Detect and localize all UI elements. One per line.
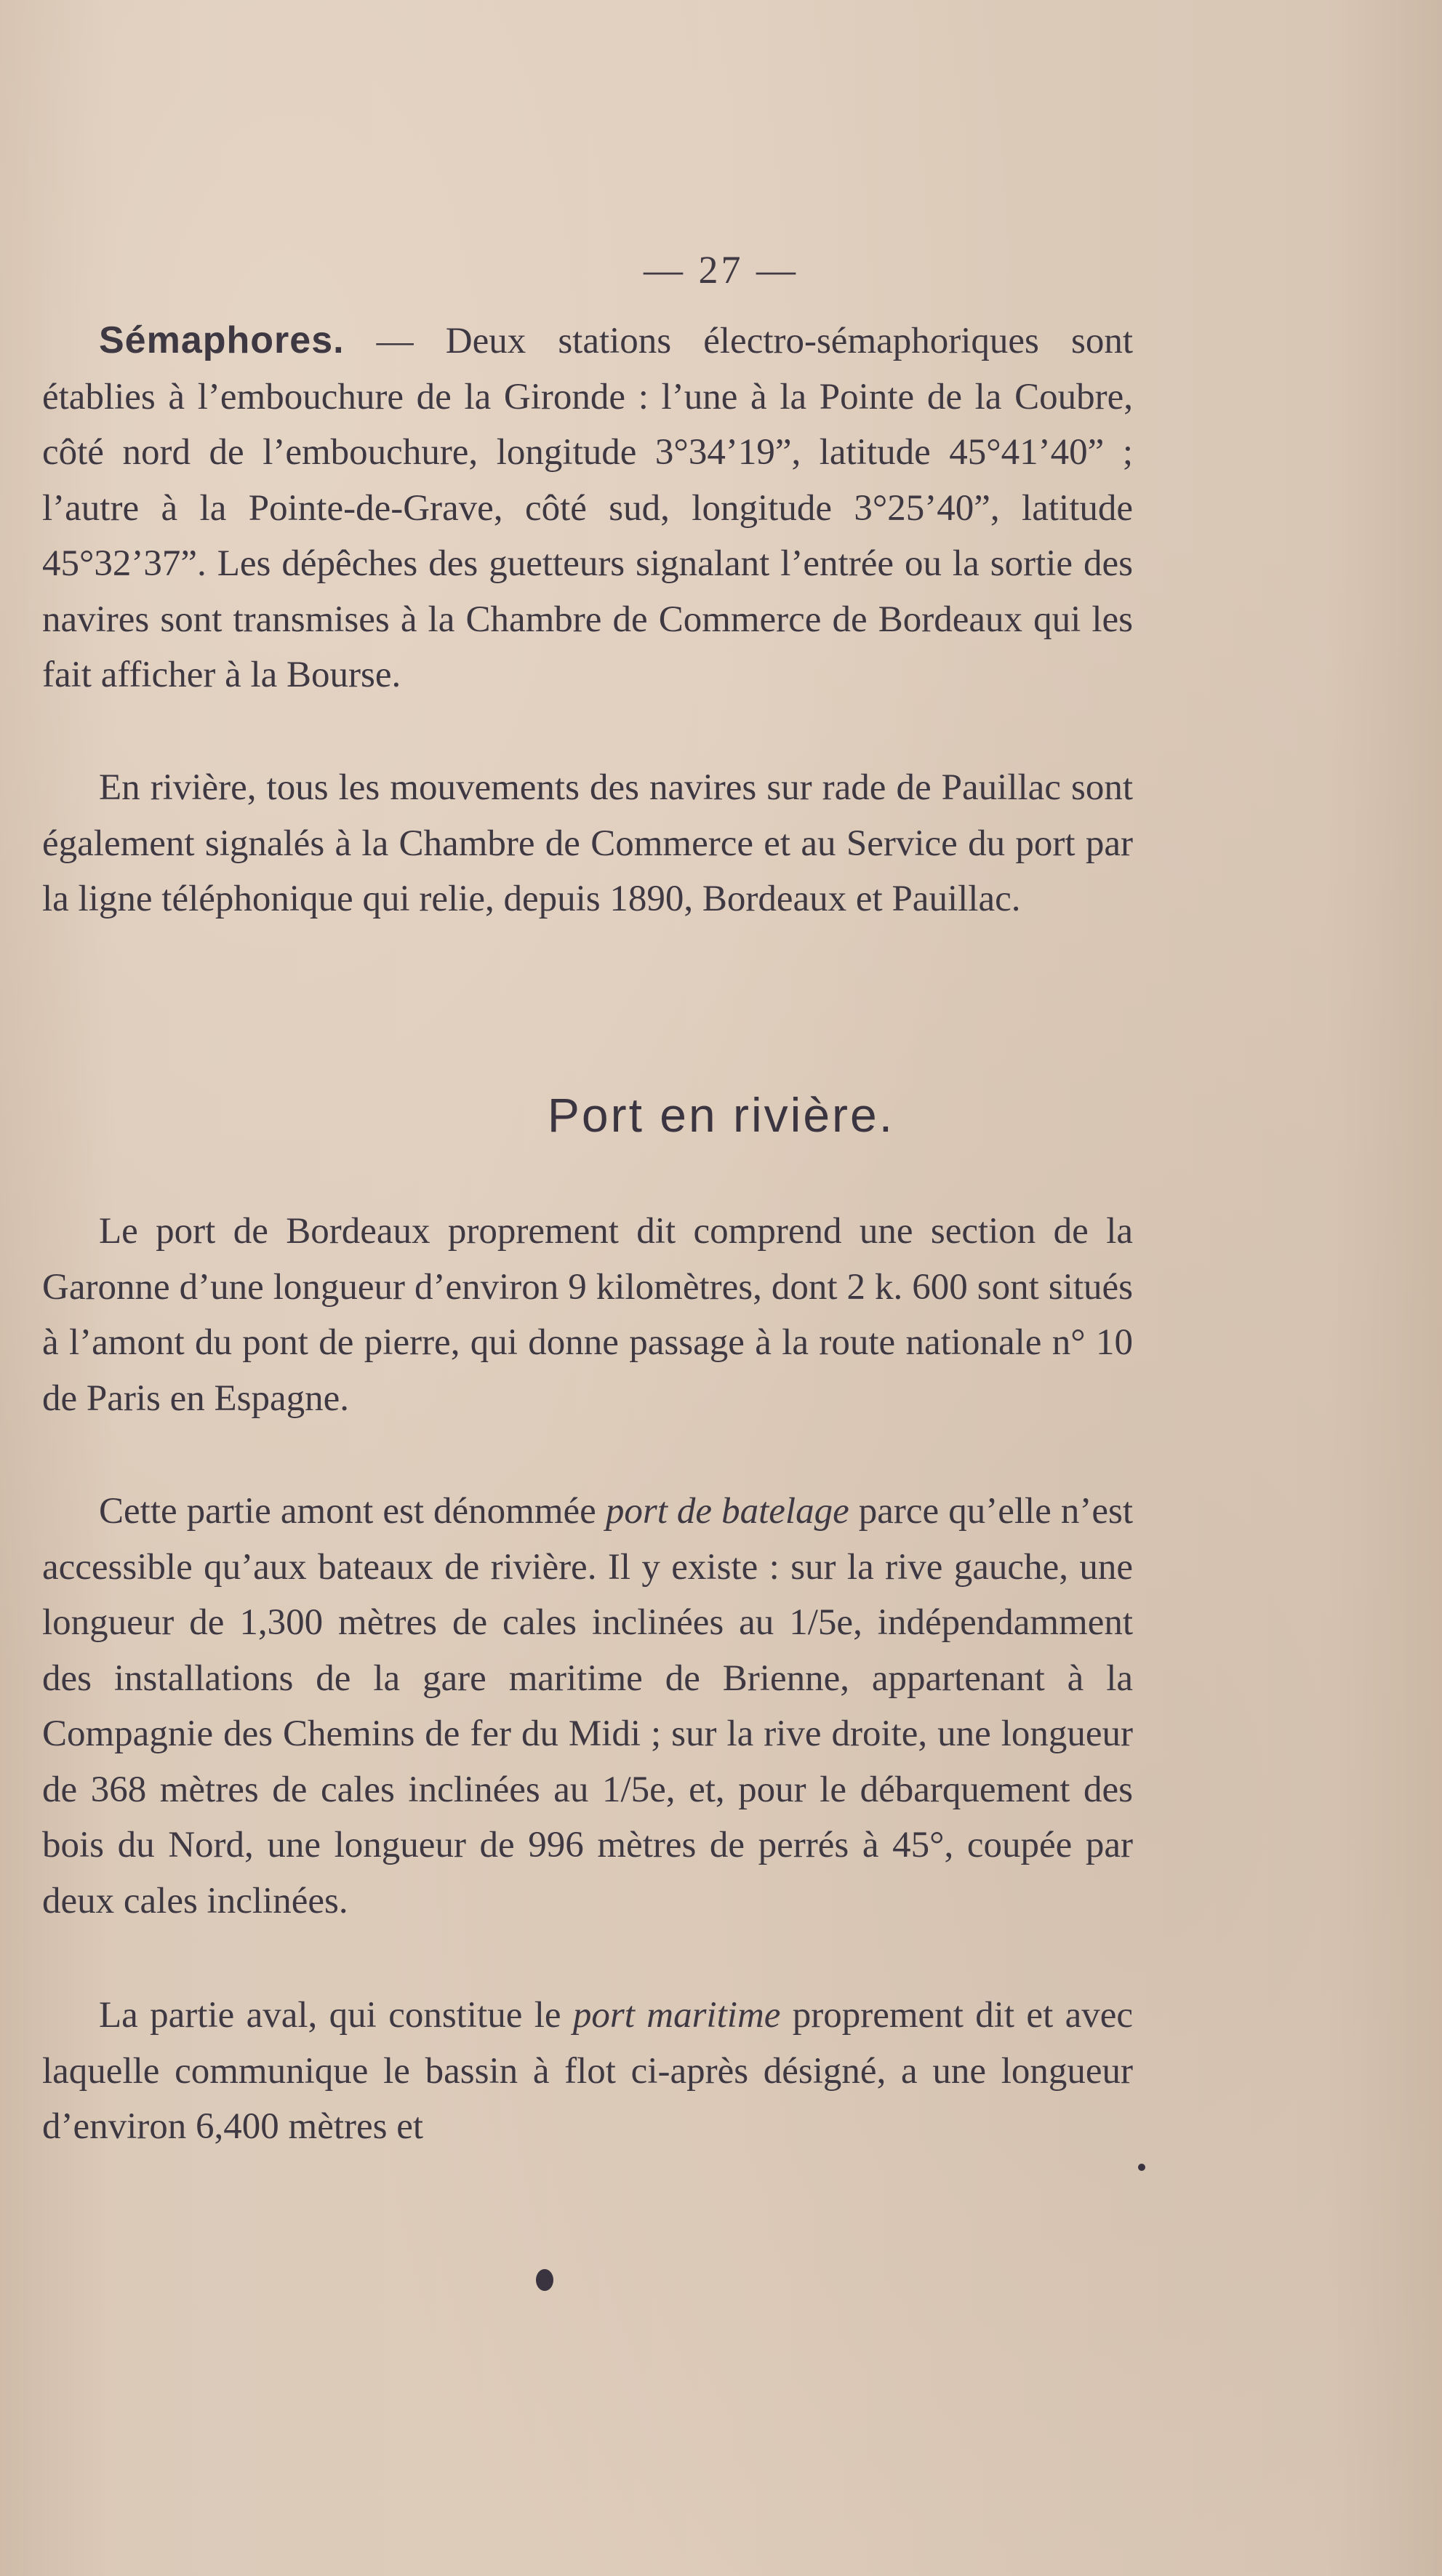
page-number: — 27 — [644, 248, 798, 292]
aval-text-before: La partie aval, qui constitue le [99, 1995, 573, 2036]
batelage-paragraph [42, 1484, 1133, 1929]
semaphores-lead: Sémaphores. [99, 319, 345, 361]
section-heading: Port en rivière. [547, 1088, 895, 1142]
batelage-text-after: parce qu’elle n’est accessible qu’aux bateaux de rivière. Il y existe : sur la rive gauche, une longueur de 1,300 mètres de cales inclinées au 1/5e, indépendamment des installations de la gare maritime de Brienne, appartenant à la Compagnie des Chemins de fer du Midi ; sur la rive droite, une longueur de 368 mètres de cales inclinées au 1/5e, et, pour le débarquement des bois du Nord, une longueur de 996 mètres de perrés à 45°, coupée par deux cales inclinées. [42, 1491, 1134, 1921]
batelage-text-before: Cette partie amont est dénommée [99, 1491, 606, 1532]
aval-italic-term: port maritime [572, 1995, 781, 2036]
batelage-italic-term: port de batelage [605, 1491, 849, 1532]
aval-paragraph [42, 1988, 1133, 2155]
semaphores-paragraph [42, 313, 1133, 703]
ink-spot [536, 2269, 553, 2291]
riviere-paragraph: En rivière, tous les mouvements des navires sur rade de Pauillac sont également signalés à la Chambre de Commerce et au Service du port par la ligne téléphonique qui relie, depuis 1890, Bordeaux et Pauillac. [42, 767, 1133, 919]
aval-text-after: proprement dit et avec laquelle communique le bassin à flot ci-après désigné, a une longueur d’environ 6,400 mètres et [42, 1995, 1134, 2147]
ink-speck [1138, 2164, 1145, 2171]
port-intro-paragraph: Le port de Bordeaux proprement dit comprend une section de la Garonne d’une longueur d’environ 9 kilomètres, dont 2 k. 600 sont situés à l’amont du pont de pierre, qui donne passage à la route nationale n° 10 de Paris en Espagne. [42, 1211, 1133, 1419]
semaphores-text: — Deux stations électro-sémaphoriques sont établies à l’embouchure de la Gironde : l’une à la Pointe de la Coubre, côté nord de l’embouchure, longitude 3°34’19”, latitude 45°41’40” ; l’autre à la Pointe-de-Grave, côté sud, longitude 3°25’40”, latitude 45°32’37”. Les dépêches des guetteurs signalant l’entrée ou la sortie des navires sont transmises à la Chambre de Commerce de Bordeaux qui les fait afficher à la Bourse. [42, 321, 1133, 695]
